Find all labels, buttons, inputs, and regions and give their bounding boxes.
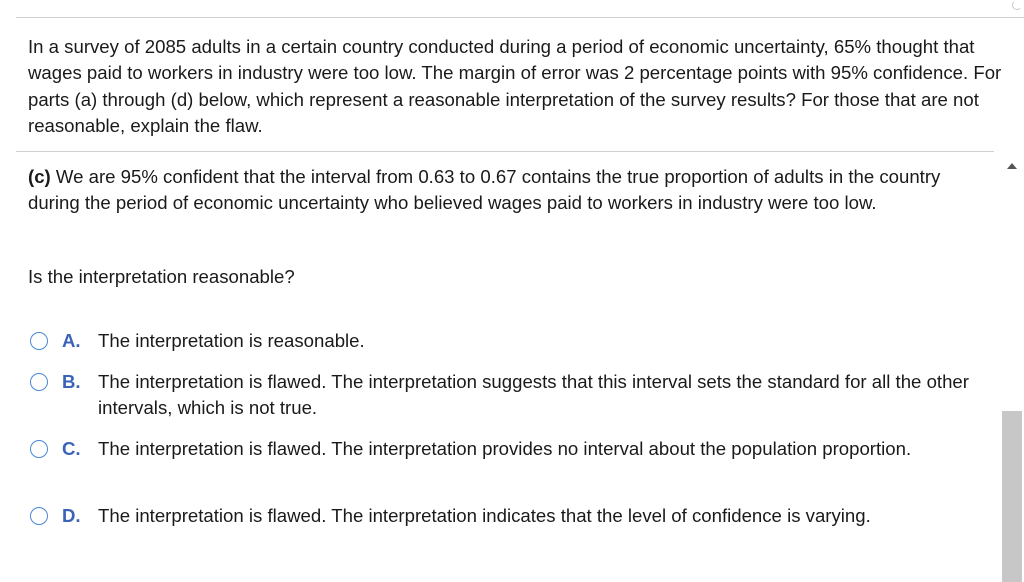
question-text: In a survey of 2085 adults in a certain country conducted during a period of economic uncertainty, 65% thought that wages paid to workers in industry were too low. The margin of error was 2 percentage points with 95% confidence. For parts (a) through (d) below, which represent a reasonable interpretation of the survey results? For those that are not reasonable, explain the flaw. — [28, 36, 1002, 137]
part-c-statement — [28, 164, 988, 217]
option-d[interactable] — [30, 503, 990, 529]
radio-b-icon[interactable] — [30, 373, 48, 391]
option-b[interactable] — [30, 369, 990, 422]
option-c-letter: C. — [62, 438, 81, 459]
part-label: (c) — [28, 166, 51, 187]
option-a[interactable] — [30, 328, 990, 354]
option-b-letter: B. — [62, 371, 81, 392]
scroll-thumb[interactable] — [1002, 411, 1022, 582]
vertical-scrollbar[interactable] — [1000, 153, 1024, 582]
prompt-text: Is the interpretation reasonable? — [28, 266, 295, 287]
radio-d-icon[interactable] — [30, 507, 48, 525]
radio-a-icon[interactable] — [30, 332, 48, 350]
top-divider — [16, 17, 1024, 18]
radio-c-icon[interactable] — [30, 440, 48, 458]
part-statement-text: We are 95% confident that the interval from 0.63 to 0.67 contains the true proportion of adults in the country during the period of economic uncertainty who believed wages paid to workers in industry were too low. — [28, 166, 941, 214]
loading-arc-icon — [1012, 0, 1022, 10]
section-divider — [16, 151, 994, 152]
scroll-up-icon[interactable] — [1007, 163, 1017, 169]
option-c-text: The interpretation is flawed. The interpretation provides no interval about the population proportion. — [98, 438, 912, 459]
option-a-letter: A. — [62, 330, 81, 351]
option-d-letter: D. — [62, 505, 81, 526]
option-d-text: The interpretation is flawed. The interpretation indicates that the level of confidence is varying. — [98, 505, 871, 526]
option-b-text: The interpretation is flawed. The interpretation suggests that this interval sets the standard for all the other intervals, which is not true. — [98, 371, 969, 419]
option-a-text: The interpretation is reasonable. — [98, 330, 365, 351]
option-c[interactable] — [30, 436, 990, 462]
